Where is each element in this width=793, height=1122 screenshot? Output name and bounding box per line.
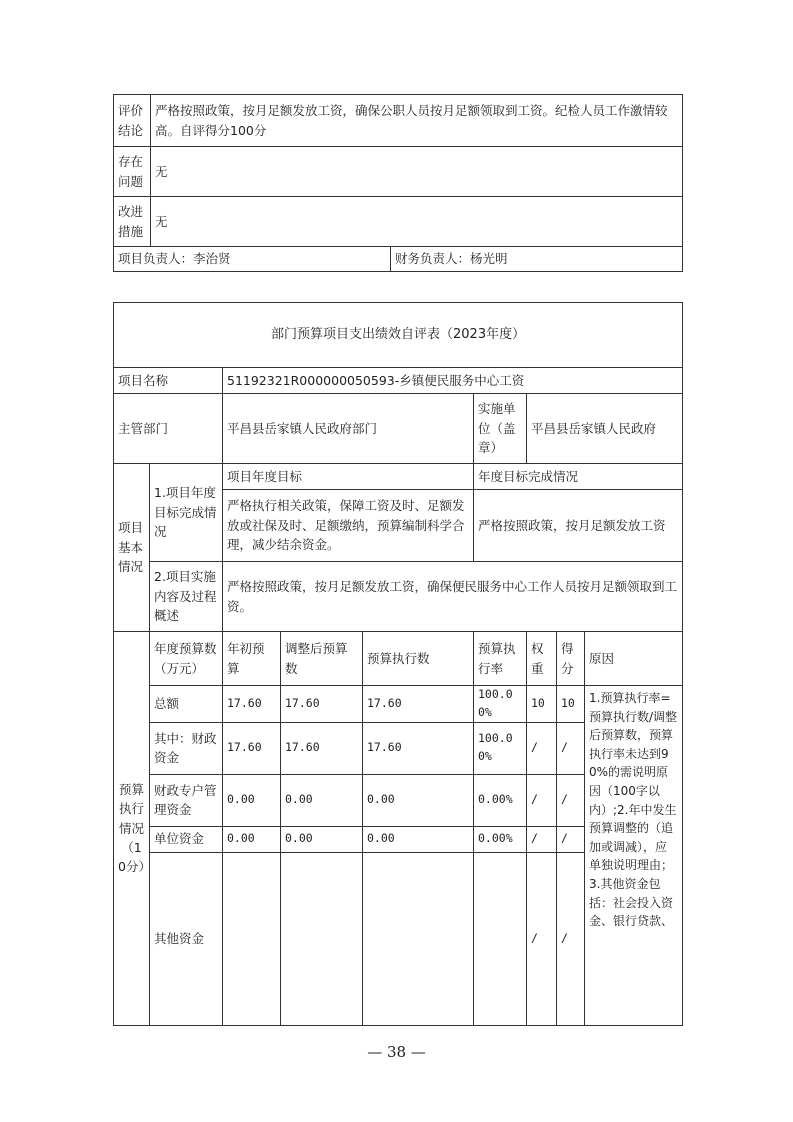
cell: 0.00 bbox=[223, 826, 281, 852]
impl-value: 平昌县岳家镇人民政府 bbox=[527, 394, 683, 464]
row-label: 财政专户管理资金 bbox=[150, 774, 223, 826]
cell: / bbox=[527, 774, 557, 826]
cell: / bbox=[527, 852, 557, 1025]
cell: 17.60 bbox=[363, 722, 474, 774]
basic-label: 项目基本情况 bbox=[114, 464, 150, 632]
cell: 0.00 bbox=[363, 826, 474, 852]
form-title: 部门预算项目支出绩效自评表（2023年度） bbox=[114, 303, 683, 368]
cell: 100.00% bbox=[474, 686, 527, 723]
page-number: — 38 — bbox=[367, 1043, 426, 1061]
cell: 10 bbox=[527, 686, 557, 723]
cell: / bbox=[557, 774, 585, 826]
cell: / bbox=[527, 826, 557, 852]
row-label: 总额 bbox=[150, 686, 223, 723]
budget-header: 调整后预算数 bbox=[281, 632, 363, 686]
cell: / bbox=[557, 722, 585, 774]
budget-header: 预算执行率 bbox=[474, 632, 527, 686]
problems-label: 存在问题 bbox=[114, 147, 151, 197]
cell: 17.60 bbox=[223, 686, 281, 723]
project-owner: 项目负责人：李治贤 bbox=[114, 247, 391, 272]
dept-label: 主管部门 bbox=[114, 394, 223, 464]
budget-header: 原因 bbox=[585, 632, 683, 686]
cell bbox=[281, 852, 363, 1025]
cell bbox=[363, 852, 474, 1025]
dept-value: 平昌县岳家镇人民政府部门 bbox=[223, 394, 474, 464]
completion-header: 年度目标完成情况 bbox=[474, 464, 683, 490]
budget-label: 预算执行情况（10分） bbox=[114, 632, 150, 1026]
goal-text: 严格执行相关政策，保障工资及时、足额发放或社保及时、足额缴纳，预算编制科学合理，减少结余资金。 bbox=[223, 490, 474, 562]
budget-header: 年度预算数（万元） bbox=[150, 632, 223, 686]
cell: 17.60 bbox=[223, 722, 281, 774]
cell: 0.00 bbox=[281, 774, 363, 826]
row-label: 其中：财政资金 bbox=[150, 722, 223, 774]
cell: / bbox=[557, 852, 585, 1025]
project-name: 51192321R000000050593-乡镇便民服务中心工资 bbox=[223, 368, 683, 394]
goal-header: 项目年度目标 bbox=[223, 464, 474, 490]
cell: 17.60 bbox=[363, 686, 474, 723]
cell: 17.60 bbox=[281, 722, 363, 774]
completion-text: 严格按照政策，按月足额发放工资 bbox=[474, 490, 683, 562]
budget-header: 年初预算 bbox=[223, 632, 281, 686]
cell: 0.00 bbox=[363, 774, 474, 826]
row-label: 其他资金 bbox=[150, 852, 223, 1025]
impl-label: 实施单位（盖章） bbox=[474, 394, 527, 464]
content-text: 严格按照政策，按月足额发放工资，确保便民服务中心工作人员按月足额领取到工资。 bbox=[223, 562, 683, 632]
cell: 10 bbox=[557, 686, 585, 723]
cell: 0.00% bbox=[474, 826, 527, 852]
row-label: 单位资金 bbox=[150, 826, 223, 852]
budget-header: 得分 bbox=[557, 632, 585, 686]
finance-owner: 财务负责人：杨光明 bbox=[391, 247, 683, 272]
cell bbox=[474, 852, 527, 1025]
eval-label: 评价结论 bbox=[114, 95, 151, 147]
budget-header: 权重 bbox=[527, 632, 557, 686]
budget-header: 预算执行数 bbox=[363, 632, 474, 686]
cell bbox=[223, 852, 281, 1025]
cell: 0.00 bbox=[223, 774, 281, 826]
cell: 100.00% bbox=[474, 722, 527, 774]
measures-text: 无 bbox=[151, 197, 683, 247]
eval-text: 严格按照政策，按月足额发放工资，确保公职人员按月足额领取到工资。纪检人员工作激情较高。自评得分100分 bbox=[151, 95, 683, 147]
content-label: 2.项目实施内容及过程概述 bbox=[150, 562, 223, 632]
goal-label: 1.项目年度目标完成情况 bbox=[150, 464, 223, 562]
reason-text: 1.预算执行率=预算执行数/调整后预算数，预算执行率未达到90%的需说明原因（100字以内）;2.年中发生预算调整的（追加或调减），应单独说明理由；3.其他资金包括：社会投入资金、银行贷款、 bbox=[585, 686, 683, 1026]
project-name-label: 项目名称 bbox=[114, 368, 223, 394]
cell: 0.00 bbox=[281, 826, 363, 852]
performance-table bbox=[113, 302, 683, 1026]
evaluation-table bbox=[113, 94, 683, 272]
cell: 0.00% bbox=[474, 774, 527, 826]
cell: 17.60 bbox=[281, 686, 363, 723]
cell: / bbox=[527, 722, 557, 774]
measures-label: 改进措施 bbox=[114, 197, 151, 247]
cell: / bbox=[557, 826, 585, 852]
problems-text: 无 bbox=[151, 147, 683, 197]
